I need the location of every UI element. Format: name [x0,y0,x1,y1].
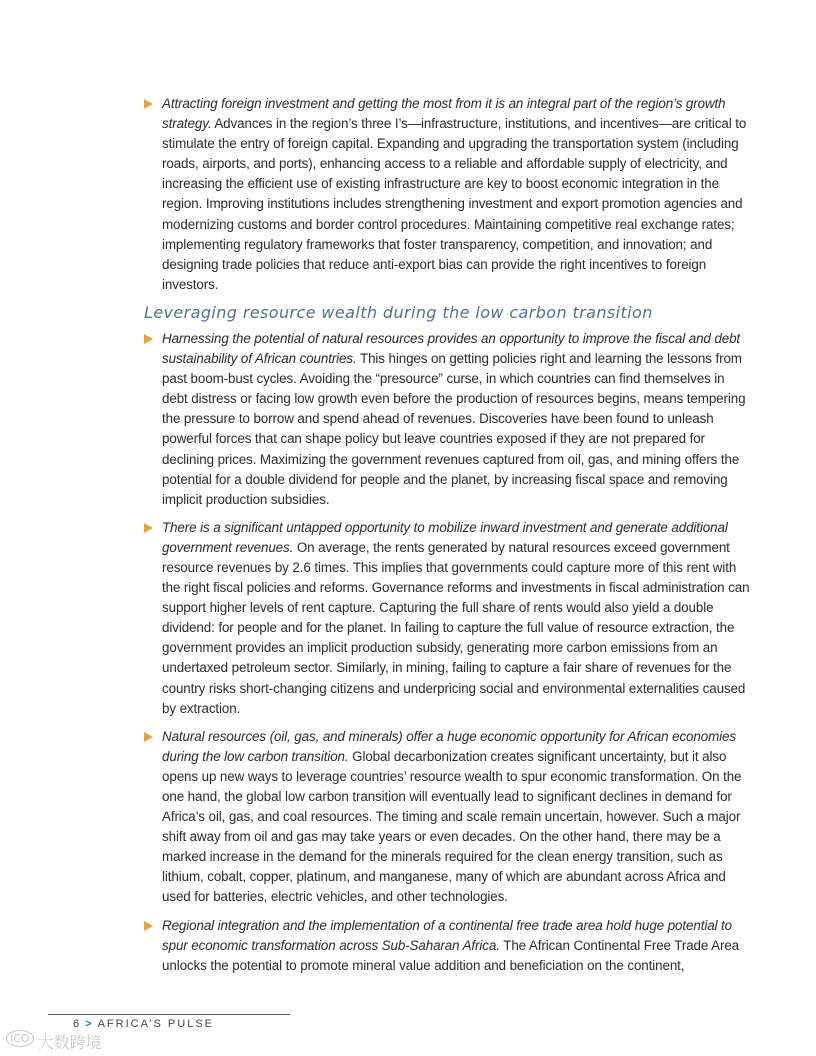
triangle-bullet-icon [144,921,153,931]
triangle-bullet-icon [144,523,153,533]
bullet-lead: Natural resources (oil, gas, and minerals) offer a huge economic opportunity for African economies during the low carbon transition. [162,728,736,764]
watermark-text: 大数跨境 [37,1033,102,1052]
bullet-lead: Attracting foreign investment and getting the most from it is an integral part of the region’s growth strategy. [162,96,726,132]
triangle-bullet-icon [144,334,153,344]
bullet-body: The African Continental Free Trade Area unlocks the potential to promote mineral value addition and beneficiation on the continent, [162,937,740,973]
bullet-body: This hinges on getting policies right and learning the lessons from past boom-bust cycles. Avoiding the “presource” curse, in which countries can find themselves in debt distress or facing low growth even before the production of resources begins, means tempering the pressure to borrow and spend ahead of revenues. Discoveries have been found to unleash powerful forces that can shape policy but leave countries exposed if they are not prepared for declining prices. Maximizing the government revenues captured from oil, gas, and mining offers the potential for a double dividend for people and the planet, by increasing fiscal space and removing implicit production subsidies. [162,351,746,507]
page-content [144,94,752,984]
bullet-lead: There is a significant untapped opportunity to mobilize inward investment and generate additional government revenues. [162,519,728,555]
bullet-body: On average, the rents generated by natural resources exceed government resource revenues by 2.6 times. This implies that governments could capture more of this rent with the right fiscal policies and reforms. Governance reforms and investments in fiscal administration can support higher levels of rent capture. Capturing the full share of rents would also yield a double dividend: for people and for the planet. In failing to capture the full value of resource extraction, the government provides an implicit production subsidy, generating more carbon emissions from an undertaxed petroleum sector. Similarly, in mining, failing to capture a fair share of revenues for the country risks short-changing citizens and underpricing social and environmental externalities caused by extraction. [162,539,750,716]
publication-title: AFRICA’S PULSE [97,1018,214,1030]
triangle-bullet-icon [144,99,153,109]
footer-rule [48,1014,290,1015]
bullet-item [144,94,752,295]
bullet-body: Advances in the region’s three I’s—infrastructure, institutions, and incentives—are critical to stimulate the entry of foreign capital. Expanding and upgrading the transportation system (including roads, airports, and ports), enhancing access to a reliable and affordable supply of electricity, and increasing the efficient use of existing infrastructure are key to boost economic integration in the region. Improving institutions includes strengthening investment and export promotion agencies and modernizing customs and border control procedures. Maintaining competitive real exchange rates; implementing regulatory frameworks that foster transparency, competition, and innovation; and designing trade policies that reduce anti-export bias can provide the right incentives to foreign investors. [162,116,747,292]
bullet-body: Global decarbonization creates significant uncertainty, but it also opens up new ways to leverage countries’ resource wealth to spur economic transformation. On the one hand, the global low carbon transition will eventually lead to significant declines in demand for Africa’s oil, gas, and coal resources. The timing and scale remain uncertain, however. Such a major shift away from oil and gas may take years or even decades. On the other hand, there may be a marked increase in the demand for the minerals required for the clean energy transition, such as lithium, cobalt, copper, platinum, and manganese, many of which are abundant across Africa and used for batteries, electric vehicles, and other technologies. [162,748,742,905]
page-footer [73,1018,214,1030]
chevron-right-icon: > [85,1018,92,1030]
bullet-item [144,727,752,908]
bullet-item [144,916,752,976]
bullet-lead: Harnessing the potential of natural resources provides an opportunity to improve the fiscal and debt sustainability of African countries. [162,330,741,367]
bullet-item [144,329,752,510]
page-number: 6 [73,1018,82,1030]
watermark [6,1030,102,1053]
bullet-lead: Regional integration and the implementation of a continental free trade area hold huge potential to spur economic transformation across Sub-Saharan Africa. [162,917,733,953]
triangle-bullet-icon [144,732,153,742]
section-heading: Leveraging resource wealth during the low carbon transition [144,302,653,322]
bullet-item [144,518,752,719]
watermark-logo-icon: ICO [6,1030,34,1047]
